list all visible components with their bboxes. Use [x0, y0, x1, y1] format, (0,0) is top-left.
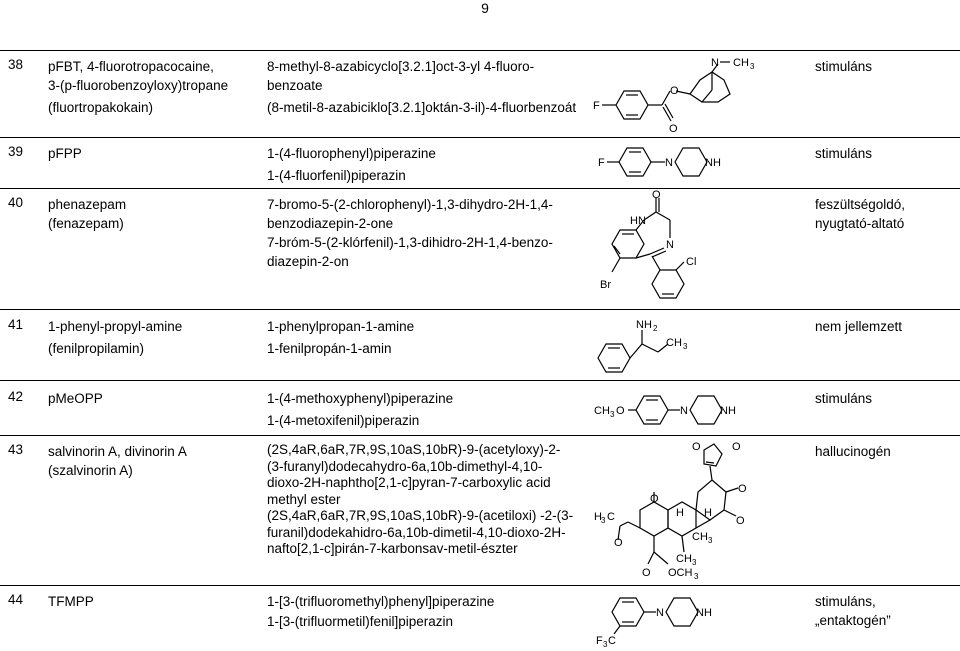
- table-rule: [0, 585, 960, 586]
- row-number: 43: [8, 442, 24, 457]
- iupac-name: 1-(4-methoxyphenyl)piperazine 1-(4-metoxifenil)piperazin: [267, 391, 454, 428]
- effect: stimuláns: [815, 146, 873, 161]
- svg-text:Br: Br: [600, 279, 611, 291]
- compound-name: pFBT, 4-fluorotropacocaine, 3-(p-fluorobenzoyloxy)tropane (fluortropakokain): [48, 59, 229, 115]
- svg-text:3: 3: [692, 558, 697, 567]
- svg-text:3: 3: [601, 516, 606, 525]
- structure-phenylpropylamine: [592, 312, 712, 378]
- effect: stimuláns, „entaktogén”: [815, 594, 891, 628]
- row-number: 39: [8, 144, 24, 159]
- effect: feszültségoldó, nyugtató-altató: [815, 197, 906, 231]
- svg-text:F: F: [596, 635, 603, 647]
- svg-text:CH: CH: [666, 337, 682, 349]
- table-rule: [0, 137, 960, 138]
- svg-text:O: O: [732, 441, 741, 453]
- iupac-name: (2S,4aR,6aR,7R,9S,10aS,10bR)-9-(acetyloxy)-2- (3-furanyl)dodecahydro-6a,10b-dimethyl-4,10- dioxo-2H-naphtho[2,1-c]pyran-7-carboxylic acid methyl ester (2S,4aR,6aR,7R,9S,10aS,10bR)-9-(acetiloxi) -2-(3- furanil)dodekahidro-6a,10b-dimetil-4,10-dioxo-2H- nafto[2,1-c]pirán-7-karbonsav-metil-észter: [267, 442, 574, 556]
- svg-text:CH: CH: [594, 405, 610, 417]
- svg-text:O: O: [738, 483, 747, 495]
- svg-text:N: N: [711, 57, 719, 69]
- compound-name: pMeOPP: [48, 391, 103, 406]
- row-number: 41: [8, 317, 24, 332]
- svg-text:N: N: [665, 157, 673, 169]
- svg-text:C: C: [608, 635, 616, 647]
- svg-text:OCH: OCH: [668, 567, 693, 579]
- effect: stimuláns: [815, 59, 873, 74]
- svg-text:N: N: [656, 607, 664, 619]
- structure-methoxyphenylpiperazine: [592, 388, 792, 432]
- iupac-name: 1-phenylpropan-1-amine 1-fenilpropán-1-amin: [267, 319, 415, 356]
- svg-text:CH: CH: [692, 531, 708, 543]
- effect: nem jellemzett: [815, 319, 903, 334]
- table-rule: [0, 188, 960, 189]
- svg-text:3: 3: [603, 640, 608, 649]
- row-number: 42: [8, 389, 24, 404]
- svg-text:3: 3: [683, 342, 688, 351]
- table-rule: [0, 309, 960, 310]
- svg-text:N: N: [680, 405, 688, 417]
- compound-name: salvinorin A, divinorin A (szalvinorin A): [48, 444, 187, 478]
- svg-text:O: O: [669, 123, 678, 135]
- structure-fluorotropacocaine: [590, 50, 810, 138]
- svg-text:O: O: [692, 441, 701, 453]
- svg-text:F: F: [598, 157, 605, 169]
- svg-text:F: F: [593, 100, 600, 112]
- row-number: 44: [8, 592, 24, 607]
- svg-text:3: 3: [610, 410, 615, 419]
- svg-text:O: O: [670, 85, 679, 97]
- compound-name: 1-phenyl-propyl-amine (fenilpropilamin): [48, 319, 183, 356]
- svg-text:3: 3: [694, 572, 699, 581]
- svg-text:O: O: [652, 190, 661, 201]
- iupac-name: 1-(4-fluorophenyl)piperazine 1-(4-fluorfenil)piperazin: [267, 146, 436, 183]
- table-rule: [0, 50, 960, 51]
- svg-text:NH: NH: [705, 157, 721, 169]
- page-number: 9: [481, 0, 489, 16]
- structure-salvinorin-a: [592, 436, 762, 584]
- svg-text:H: H: [704, 507, 712, 519]
- compound-name: phenazepam (fenazepam): [48, 197, 127, 231]
- svg-text:CH: CH: [733, 57, 749, 69]
- effect: hallucinogén: [815, 444, 891, 459]
- compound-name: pFPP: [48, 146, 82, 161]
- row-number: 40: [8, 195, 24, 210]
- svg-text:CH: CH: [676, 553, 692, 565]
- effect: stimuláns: [815, 391, 873, 406]
- svg-text:H: H: [594, 511, 602, 523]
- svg-text:O: O: [736, 515, 745, 527]
- structure-tfmpp: [592, 588, 752, 650]
- svg-text:NH: NH: [636, 319, 652, 331]
- svg-text:C: C: [607, 511, 615, 523]
- svg-text:N: N: [666, 239, 674, 251]
- svg-text:3: 3: [708, 536, 713, 545]
- svg-text:3: 3: [750, 62, 755, 71]
- row-number: 38: [8, 57, 24, 72]
- svg-text:Cl: Cl: [686, 256, 697, 268]
- svg-text:2: 2: [653, 324, 658, 333]
- svg-text:NH: NH: [696, 607, 712, 619]
- iupac-name: 8-methyl-8-azabicyclo[3.2.1]oct-3-yl 4-fluoro- benzoate (8-metil-8-azabiciklo[3.2.1]oktán-3-il)-4-fluorbenzoát: [267, 59, 577, 115]
- structure-phenazepam: [592, 190, 712, 302]
- structure-fluorophenylpiperazine: [595, 140, 795, 186]
- table-rule: [0, 435, 960, 436]
- svg-text:O: O: [614, 537, 623, 549]
- iupac-name: 7-bromo-5-(2-chlorophenyl)-1,3-dihydro-2H-1,4- benzodiazepin-2-one 7-bróm-5-(2-klórfenil)-1,3-dihidro-2H-1,4-benzo- diazepin-2-on: [267, 197, 553, 269]
- svg-text:O: O: [616, 405, 625, 417]
- iupac-name: 1-[3-(trifluoromethyl)phenyl]piperazine 1-[3-(trifluormetil)fenil]piperazin: [267, 594, 495, 629]
- svg-text:O: O: [650, 493, 659, 505]
- svg-text:HN: HN: [630, 215, 646, 227]
- svg-text:H: H: [676, 507, 684, 519]
- compound-name: TFMPP: [48, 594, 94, 609]
- svg-text:O: O: [642, 567, 651, 579]
- svg-text:NH: NH: [720, 405, 736, 417]
- table-rule: [0, 380, 960, 381]
